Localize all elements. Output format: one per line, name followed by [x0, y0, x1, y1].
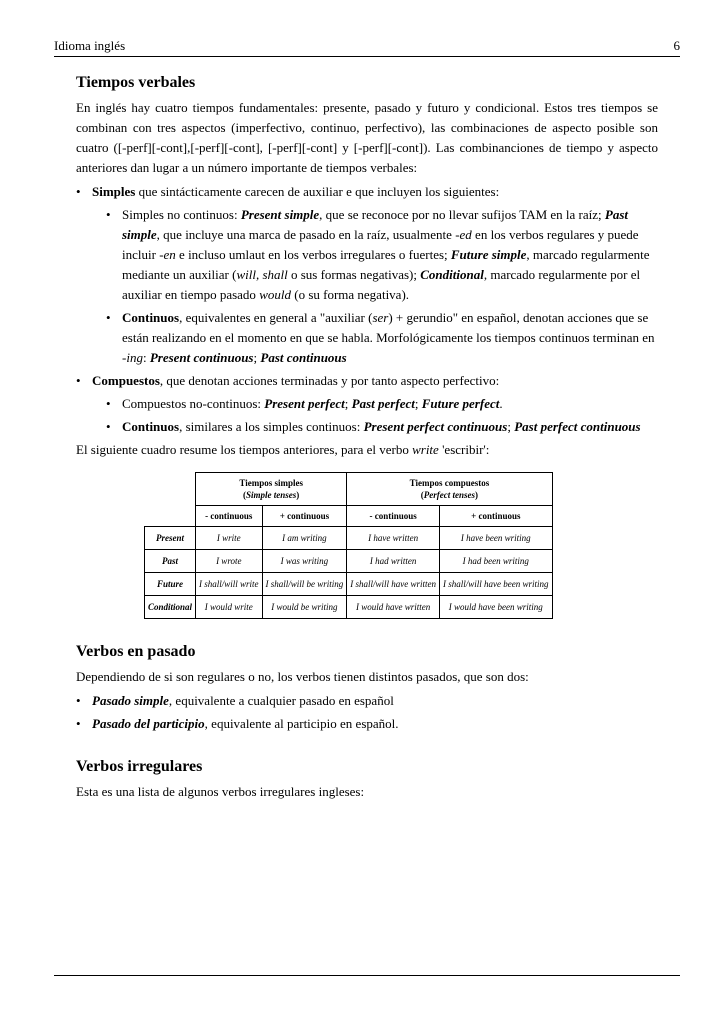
list-item	[76, 714, 658, 734]
text: ;	[253, 350, 261, 365]
table-cell: I had been writing	[440, 550, 553, 573]
sublist-simples	[92, 205, 658, 368]
page-header	[54, 34, 680, 57]
text: ;	[344, 396, 352, 411]
list-item-compuestos-no-continuos	[104, 394, 658, 414]
text: e incluso umlaut en los verbos irregulares o fuertes;	[175, 247, 451, 262]
text: ) + gerundio" en español, denotan acciones que se están realizando en el momento en que se habla. Morfológicamente los tiempos continuos terminan en	[122, 310, 655, 345]
text: El siguiente cuadro resume los tiempos anteriores, para el verbo	[76, 442, 413, 457]
footer-rule	[54, 975, 680, 976]
term: Present perfect	[264, 396, 345, 411]
section-paragraph: Dependiendo de si son regulares o no, los verbos tienen distintos pasados, que son dos:	[76, 669, 529, 684]
term: Present continuous	[149, 350, 254, 365]
section-heading-verbos-irregulares: Verbos irregulares	[76, 758, 203, 775]
table-row	[145, 550, 553, 573]
term: Present perfect continuous	[363, 419, 508, 434]
text: , equivalente al participio en español.	[204, 716, 399, 731]
page-number: 6	[673, 38, 680, 53]
table-cell: I shall/will be writing	[262, 573, 347, 596]
text: en los verbos regulares y puede incluir	[122, 227, 639, 262]
text: ;	[507, 419, 515, 434]
text: , que incluye una marca de pasado en la raíz, usualmente	[156, 227, 456, 242]
section-heading-tiempos-verbales: Tiempos verbales	[76, 74, 196, 91]
row-label: Future	[145, 573, 196, 596]
text: :	[142, 350, 150, 365]
table-cell: I had written	[347, 550, 440, 573]
term: Past perfect continuous	[514, 419, 641, 434]
text: , marcado regularmente por el auxiliar en tiempo pasado	[122, 267, 641, 302]
suffix: -en	[159, 247, 176, 262]
table-cell: I am writing	[262, 527, 347, 550]
summary-sentence	[76, 440, 658, 460]
table-cell: I wrote	[196, 550, 263, 573]
section-verbos-en-pasado	[76, 641, 658, 734]
term: Present simple	[240, 207, 320, 222]
tense-list	[76, 182, 658, 437]
running-title: Idioma inglés	[54, 38, 126, 53]
tenses-table	[144, 472, 553, 619]
suffix: -ing	[122, 350, 143, 365]
header-perfect-tenses: Tiempos compuestos (Perfect tenses)	[347, 473, 552, 506]
text: , equivalente a cualquier pasado en español	[168, 693, 394, 708]
header-simple-tenses: Tiempos simples (Simple tenses)	[196, 473, 347, 506]
text: , equivalentes en general a "auxiliar (	[179, 310, 373, 325]
table-cell: I would have written	[347, 596, 440, 619]
table-cell: I would write	[196, 596, 263, 619]
table-header-row	[145, 473, 553, 506]
sublist-compuestos	[92, 394, 658, 437]
table-subheader-row	[145, 506, 553, 527]
subheader-cell: - continuous	[347, 506, 440, 527]
verb: write	[412, 442, 439, 457]
term: Continuos	[122, 310, 180, 325]
term: Past simple	[122, 207, 629, 242]
table-cell: I have been writing	[440, 527, 553, 550]
term: ser	[372, 310, 389, 325]
subheader-cell: + continuous	[440, 506, 553, 527]
term: Future simple	[450, 247, 527, 262]
auxiliary: would	[259, 287, 291, 302]
page-content	[76, 72, 658, 806]
table-row	[145, 527, 553, 550]
section-paragraph: Esta es una lista de algunos verbos irregulares ingleses:	[76, 784, 365, 799]
term: Past continuous	[260, 350, 347, 365]
term: Pasado simple	[92, 693, 169, 708]
text: , similares a los simples continuos:	[179, 419, 364, 434]
term: Continuos	[122, 419, 180, 434]
suffix: -ed	[455, 227, 472, 242]
text: (o su forma negativa).	[290, 287, 410, 302]
text: Compuestos no-continuos:	[122, 396, 265, 411]
list-item-compuestos	[76, 371, 658, 437]
group-subtitle: Perfect tenses	[423, 490, 476, 500]
text: , marcado regularmente mediante un auxiliar (	[122, 247, 650, 282]
table-cell: I have written	[347, 527, 440, 550]
group-title: Tiempos simples	[239, 478, 303, 488]
section-heading-verbos-en-pasado: Verbos en pasado	[76, 643, 196, 660]
table-row	[145, 573, 553, 596]
list-item-continuos	[104, 308, 658, 368]
text: Simples no continuos:	[122, 207, 241, 222]
group-title: Tiempos compuestos	[409, 478, 490, 488]
section-verbos-irregulares	[76, 756, 658, 802]
text: 'escribir':	[438, 442, 490, 457]
subheader-cell: - continuous	[196, 506, 263, 527]
text: o sus formas negativas);	[287, 267, 421, 282]
list-item	[76, 691, 658, 711]
list-item-simples-no-continuos	[104, 205, 658, 305]
table-cell: I would be writing	[262, 596, 347, 619]
text: ;	[414, 396, 422, 411]
row-label: Past	[145, 550, 196, 573]
term-simples: Simples	[92, 184, 136, 199]
list-text: , que denotan acciones terminadas y por tanto aspecto perfectivo:	[159, 373, 500, 388]
term-compuestos: Compuestos	[92, 373, 160, 388]
text: , que se reconoce por no llevar sufijos TAM en la raíz;	[319, 207, 605, 222]
table-cell: I shall/will have written	[347, 573, 440, 596]
list-item-simples	[76, 182, 658, 368]
row-label: Present	[145, 527, 196, 550]
table-row	[145, 596, 553, 619]
term: Past perfect	[351, 396, 415, 411]
table-cell: I would have been writing	[440, 596, 553, 619]
auxiliary: will, shall	[236, 267, 288, 282]
term: Pasado del participio	[92, 716, 205, 731]
list-item-compuestos-continuos	[104, 417, 658, 437]
table-cell: I shall/will have been writing	[440, 573, 553, 596]
term: Future perfect	[421, 396, 500, 411]
empty-corner-cell	[145, 473, 196, 527]
text: .	[499, 396, 503, 411]
subheader-cell: + continuous	[262, 506, 347, 527]
group-subtitle: Simple tenses	[246, 490, 297, 500]
term: Conditional	[420, 267, 484, 282]
table-cell: I shall/will write	[196, 573, 263, 596]
table-cell: I write	[196, 527, 263, 550]
row-label: Conditional	[145, 596, 196, 619]
list-text: que sintácticamente carecen de auxiliar e que incluyen los siguientes:	[135, 184, 500, 199]
intro-paragraph: En inglés hay cuatro tiempos fundamentales: presente, pasado y futuro y condicional. Estos tres tiempos se combinan con tres aspectos (imperfectivo, continuo, perfectivo), las combinaciones de aspecto posible son cuatro ([-perf][-cont],[-perf][-cont], [-perf][-cont] y [-perf][-cont]). Las combinanciones de tiempo y aspecto anteriores dan lugar a un número importante de tiempos verbales:	[76, 100, 658, 175]
pasado-list	[76, 691, 658, 734]
table-cell: I was writing	[262, 550, 347, 573]
